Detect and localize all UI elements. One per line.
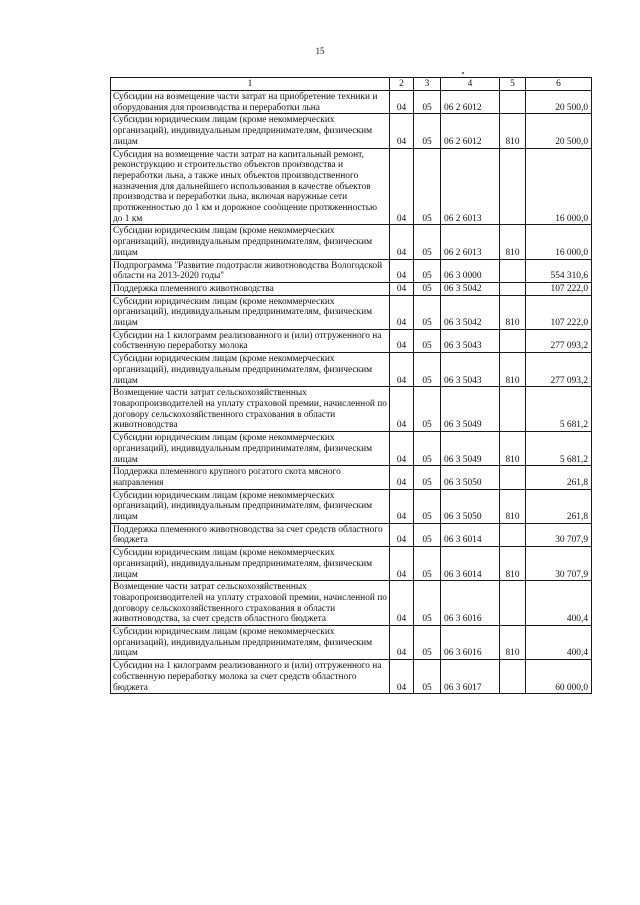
row-amount: 16 000,0 <box>526 225 592 259</box>
column-header: 6 <box>526 78 592 91</box>
table-header-row <box>111 78 592 91</box>
row-name: Поддержка племенного крупного рогатого скота мясного направления <box>111 466 390 489</box>
row-expense-type: 810 <box>500 432 526 466</box>
row-amount: 20 500,0 <box>526 114 592 148</box>
table-row <box>111 489 592 523</box>
row-subsection: 05 <box>414 626 441 660</box>
row-section: 04 <box>390 329 414 352</box>
row-subsection: 05 <box>414 282 441 295</box>
row-amount: 277 093,2 <box>526 329 592 352</box>
row-subsection: 05 <box>414 114 441 148</box>
row-expense-type: 810 <box>500 225 526 259</box>
row-name: Подпрограмма "Развитие подотрасли животноводства Вологодской области на 2013-2020 годы" <box>111 259 390 282</box>
budget-table-body <box>111 78 592 694</box>
row-target-code: 06 3 6016 <box>441 581 500 626</box>
row-section: 04 <box>390 282 414 295</box>
row-target-code: 06 3 5050 <box>441 466 500 489</box>
row-amount: 107 222,0 <box>526 295 592 329</box>
row-section: 04 <box>390 114 414 148</box>
row-expense-type <box>500 91 526 114</box>
row-name: Возмещение части затрат сельскохозяйственных товаропроизводителей на уплату страховой премии, начисленной по договору сельскохозяйственного страхования в области животноводства <box>111 387 390 432</box>
table-row <box>111 547 592 581</box>
row-name: Субсидии юридическим лицам (кроме некоммерческих организаций), индивидуальным предпринимателям, физическим лицам <box>111 547 390 581</box>
column-header: 4 <box>441 78 500 91</box>
row-target-code: 06 2 6012 <box>441 91 500 114</box>
row-amount: 400,4 <box>526 626 592 660</box>
row-subsection: 05 <box>414 295 441 329</box>
row-expense-type <box>500 387 526 432</box>
row-section: 04 <box>390 148 414 225</box>
row-target-code: 06 3 5050 <box>441 489 500 523</box>
row-target-code: 06 3 0000 <box>441 259 500 282</box>
row-section: 04 <box>390 626 414 660</box>
row-name: Поддержка племенного животноводства <box>111 282 390 295</box>
row-expense-type <box>500 282 526 295</box>
row-name: Поддержка племенного животноводства за счет средств областного бюджета <box>111 523 390 546</box>
table-row <box>111 259 592 282</box>
row-target-code: 06 3 5043 <box>441 353 500 387</box>
row-subsection: 05 <box>414 581 441 626</box>
row-amount: 30 707,9 <box>526 523 592 546</box>
row-name: Субсидии юридическим лицам (кроме некоммерческих организаций), индивидуальным предпринимателям, физическим лицам <box>111 295 390 329</box>
row-subsection: 05 <box>414 466 441 489</box>
row-expense-type <box>500 523 526 546</box>
row-name: Субсидия на возмещение части затрат на капитальный ремонт, реконструкцию и строительство объектов производства и переработки льна, а также иных объектов производственного назначения для дальнейшего использования в качестве объектов производства и переработки льна, включая наружные сети протяженностью до 1 км и дорожное сооöщение протяженностью до 1 км <box>111 148 390 225</box>
row-subsection: 05 <box>414 660 441 694</box>
row-amount: 261,8 <box>526 466 592 489</box>
row-expense-type <box>500 660 526 694</box>
row-subsection: 05 <box>414 91 441 114</box>
row-subsection: 05 <box>414 432 441 466</box>
row-amount: 400,4 <box>526 581 592 626</box>
table-row <box>111 466 592 489</box>
row-amount: 554 310,6 <box>526 259 592 282</box>
table-row <box>111 660 592 694</box>
row-section: 04 <box>390 523 414 546</box>
row-name: Субсидии на 1 килограмм реализованного и (или) отгруженного на собственную переработку молока за счет средств областного бюджета <box>111 660 390 694</box>
row-target-code: 06 2 6013 <box>441 148 500 225</box>
row-name: Возмещение части затрат сельскохозяйственных товаропроизводителей на уплату страховой премии, начисленной по договору сельскохозяйственного страхования в области животноводства, за счет средств областного бюджета <box>111 581 390 626</box>
table-row <box>111 432 592 466</box>
table-row <box>111 114 592 148</box>
row-subsection: 05 <box>414 353 441 387</box>
row-section: 04 <box>390 353 414 387</box>
row-section: 04 <box>390 466 414 489</box>
row-amount: 277 093,2 <box>526 353 592 387</box>
row-amount: 60 000,0 <box>526 660 592 694</box>
row-name: Субсидии на возмещение части затрат на приобретение техники и оборудования для производства и переработки льна <box>111 91 390 114</box>
row-name: Субсидии юридическим лицам (кроме некоммерческих организаций), индивидуальным предпринимателям, физическим лицам <box>111 626 390 660</box>
scan-speck <box>462 72 464 74</box>
row-name: Субсидии на 1 килограмм реализованного и (или) отгруженного на собственную переработку молока <box>111 329 390 352</box>
column-header: 2 <box>390 78 414 91</box>
row-amount: 5 681,2 <box>526 432 592 466</box>
row-subsection: 05 <box>414 225 441 259</box>
row-section: 04 <box>390 547 414 581</box>
row-name: Субсидии юридическим лицам (кроме некоммерческих организаций), индивидуальным предпринимателям, физическим лицам <box>111 353 390 387</box>
row-target-code: 06 3 6017 <box>441 660 500 694</box>
row-section: 04 <box>390 387 414 432</box>
row-expense-type: 810 <box>500 295 526 329</box>
row-amount: 261,8 <box>526 489 592 523</box>
row-expense-type <box>500 466 526 489</box>
column-header: 3 <box>414 78 441 91</box>
row-target-code: 06 3 6014 <box>441 547 500 581</box>
row-section: 04 <box>390 91 414 114</box>
row-section: 04 <box>390 259 414 282</box>
row-expense-type <box>500 329 526 352</box>
row-amount: 16 000,0 <box>526 148 592 225</box>
table-row <box>111 91 592 114</box>
row-expense-type: 810 <box>500 547 526 581</box>
row-amount: 5 681,2 <box>526 387 592 432</box>
row-section: 04 <box>390 295 414 329</box>
row-subsection: 05 <box>414 329 441 352</box>
table-row <box>111 148 592 225</box>
row-expense-type: 810 <box>500 489 526 523</box>
row-section: 04 <box>390 489 414 523</box>
table-row <box>111 225 592 259</box>
row-subsection: 05 <box>414 489 441 523</box>
row-target-code: 06 2 6013 <box>441 225 500 259</box>
row-target-code: 06 3 5043 <box>441 329 500 352</box>
row-amount: 20 500,0 <box>526 91 592 114</box>
row-amount: 107 222,0 <box>526 282 592 295</box>
table-row <box>111 353 592 387</box>
row-expense-type <box>500 148 526 225</box>
table-row <box>111 329 592 352</box>
page-number: 15 <box>315 46 325 56</box>
row-name: Субсидии юридическим лицам (кроме некоммерческих организаций), индивидуальным предпринимателям, физическим лицам <box>111 114 390 148</box>
row-amount: 30 707,9 <box>526 547 592 581</box>
budget-table <box>110 77 592 694</box>
table-row <box>111 581 592 626</box>
row-name: Субсидии юридическим лицам (кроме некоммерческих организаций), индивидуальным предпринимателям, физическим лицам <box>111 432 390 466</box>
row-section: 04 <box>390 432 414 466</box>
row-section: 04 <box>390 225 414 259</box>
row-target-code: 06 3 5042 <box>441 282 500 295</box>
row-target-code: 06 3 5042 <box>441 295 500 329</box>
table-row <box>111 523 592 546</box>
row-expense-type <box>500 259 526 282</box>
row-section: 04 <box>390 581 414 626</box>
row-expense-type: 810 <box>500 114 526 148</box>
row-target-code: 06 3 6014 <box>441 523 500 546</box>
row-expense-type: 810 <box>500 626 526 660</box>
row-target-code: 06 3 6016 <box>441 626 500 660</box>
row-subsection: 05 <box>414 387 441 432</box>
row-expense-type <box>500 581 526 626</box>
table-row <box>111 282 592 295</box>
row-subsection: 05 <box>414 259 441 282</box>
row-subsection: 05 <box>414 547 441 581</box>
row-name: Субсидии юридическим лицам (кроме некоммерческих организаций), индивидуальным предпринимателям, физическим лицам <box>111 225 390 259</box>
row-expense-type: 810 <box>500 353 526 387</box>
table-row <box>111 387 592 432</box>
column-header: 5 <box>500 78 526 91</box>
column-header: 1 <box>111 78 390 91</box>
row-subsection: 05 <box>414 523 441 546</box>
row-name: Субсидии юридическим лицам (кроме некоммерческих организаций), индивидуальным предпринимателям, физическим лицам <box>111 489 390 523</box>
row-target-code: 06 3 5049 <box>441 387 500 432</box>
row-section: 04 <box>390 660 414 694</box>
row-subsection: 05 <box>414 148 441 225</box>
table-row <box>111 295 592 329</box>
row-target-code: 06 3 5049 <box>441 432 500 466</box>
row-target-code: 06 2 6012 <box>441 114 500 148</box>
table-row <box>111 626 592 660</box>
